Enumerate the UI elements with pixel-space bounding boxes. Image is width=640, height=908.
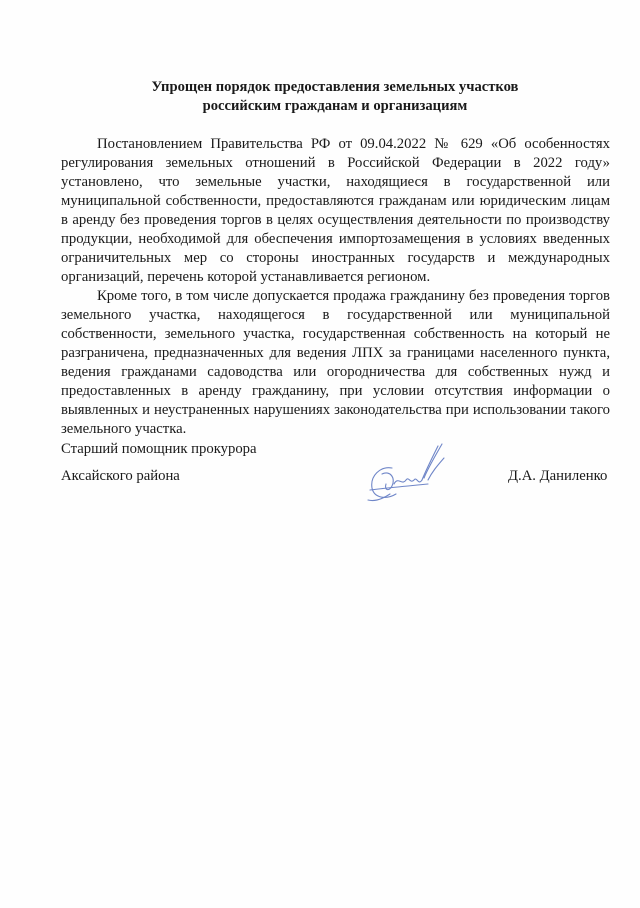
signatory-position-line-2: Аксайского района <box>61 468 180 484</box>
document-title <box>60 78 610 116</box>
signatory-position <box>61 440 257 486</box>
document-body <box>61 135 610 439</box>
title-line-1: Упрощен порядок предоставления земельных участков <box>151 79 519 95</box>
paragraph-1: Постановлением Правительства РФ от 09.04.2022 № 629 «Об особенностях регулирования земельных отношений в Российской Федерации в 2022 году» установлено, что земельные участки, находящиеся в государственной или муниципальной собственности, предоставляются гражданам или юридическим лицам в аренду без проведения торгов в целях осуществления деятельности по производству продукции, необходимой для обеспечения импортозамещения в условиях введенных ограничительных мер со стороны иностранных государств и международных организаций, перечень которой устанавливается регионом. <box>61 136 610 285</box>
paragraph-2: Кроме того, в том числе допускается продажа гражданину без проведения торгов земельного участка, находящегося в государственной или муниципальной собственности, земельного участка, государственная собственность на который не разграничена, предназначенных для ведения ЛПХ за границами населенного пункта, ведения гражданами садоводства или огородничества для собственных нужд и предоставленных в аренду гражданину, при условии отсутствия информации о выявленных и неустраненных нарушениях законодательства при использовании такого земельного участка. <box>61 288 610 437</box>
signatory-name: Д.А. Даниленко <box>508 468 608 484</box>
signatory-position-line-1: Старший помощник прокурора <box>61 441 257 457</box>
handwritten-signature <box>362 440 452 510</box>
title-line-2: российским гражданам и организациям <box>202 98 468 114</box>
